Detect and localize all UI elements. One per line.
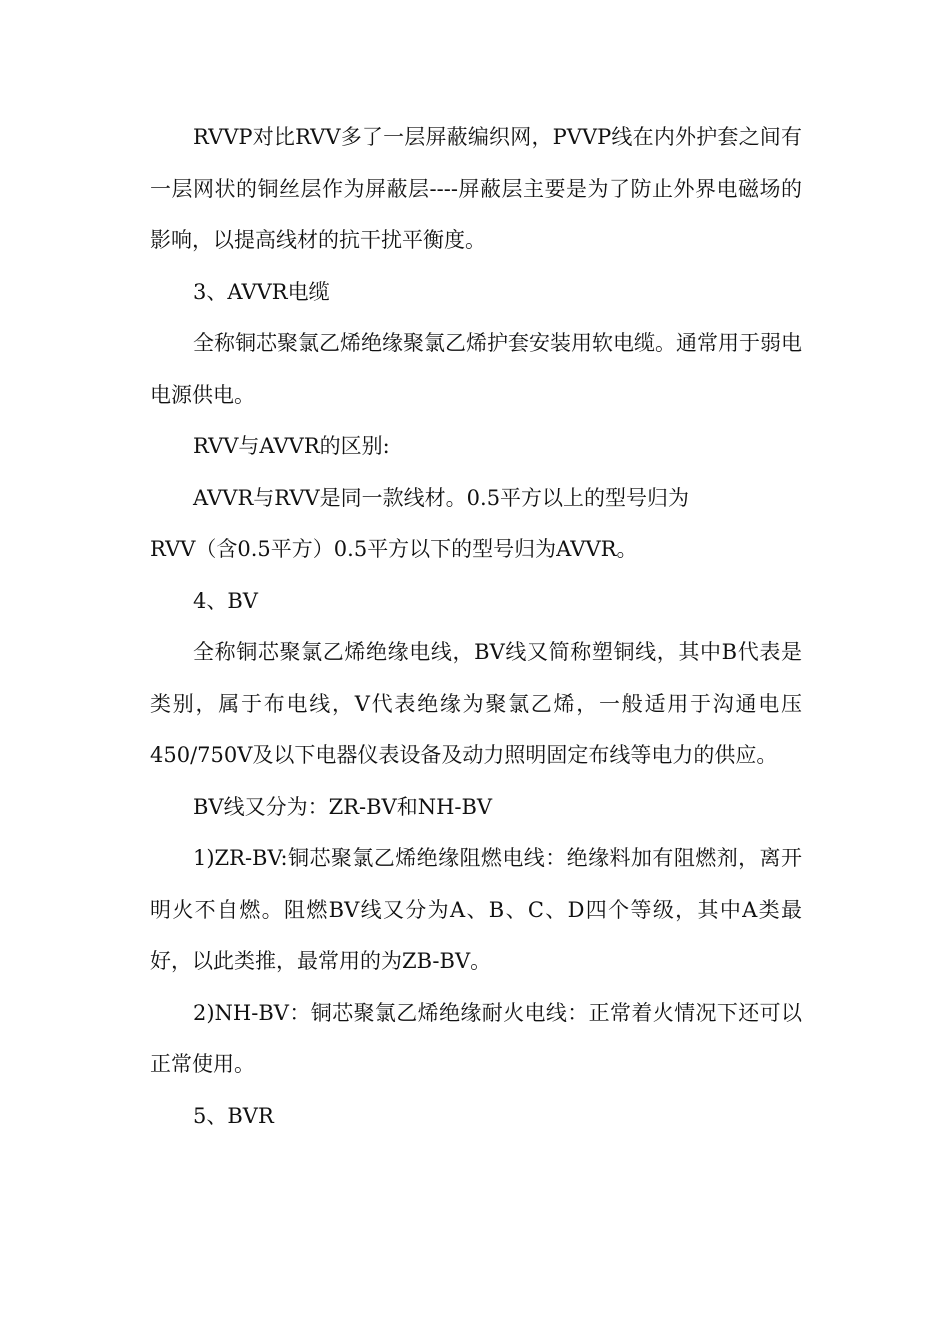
section-heading-avvr: 3、AVVR电缆 [193, 279, 330, 304]
paragraph-rvv-avvr-difference-title: RVV与AVVR的区别: [193, 434, 390, 458]
paragraph-zr-bv: 1)ZR-BV:铜芯聚氯乙烯绝缘阻燃电线：绝缘料加有阻燃剂，离开明火不自燃。阻燃BV线又分为A、B、C、D四个等级，其中A类最好，以此类推，最常用的为ZB-BV。 [150, 846, 802, 973]
section-heading-bv: 4、BV [193, 588, 258, 613]
paragraph-rvv-avvr-difference-line1: AVVR与RVV是同一款线材。0.5平方以上的型号归为 [193, 485, 690, 510]
paragraph-bv-description: 全称铜芯聚氯乙烯绝缘电线，BV线又简称塑铜线，其中B代表是类别，属于布电线，V代表绝缘为聚氯乙烯，一般适用于沟通电压450/750V及以下电器仪表设备及动力照明固定布线等电力的供应。 [150, 640, 802, 767]
paragraph-rvvp-comparison: RVVP对比RVV多了一层屏蔽编织网，PVVP线在内外护套之间有一层网状的铜丝层作为屏蔽层----屏蔽层主要是为了防止外界电磁场的影响，以提高线材的抗干扰平衡度。 [150, 125, 802, 252]
paragraph-nh-bv: 2)NH-BV：铜芯聚氯乙烯绝缘耐火电线：正常着火情况下还可以正常使用。 [150, 1000, 802, 1076]
paragraph-avvr-description: 全称铜芯聚氯乙烯绝缘聚氯乙烯护套安装用软电缆。通常用于弱电电源供电。 [150, 331, 802, 407]
paragraph-rvv-avvr-difference-line2: RVV（含0.5平方）0.5平方以下的型号归为AVVR。 [150, 537, 638, 561]
document-body [150, 112, 802, 1142]
section-heading-bvr: 5、BVR [193, 1103, 274, 1128]
paragraph-bv-types: BV线又分为：ZR-BV和NH-BV [193, 794, 493, 819]
